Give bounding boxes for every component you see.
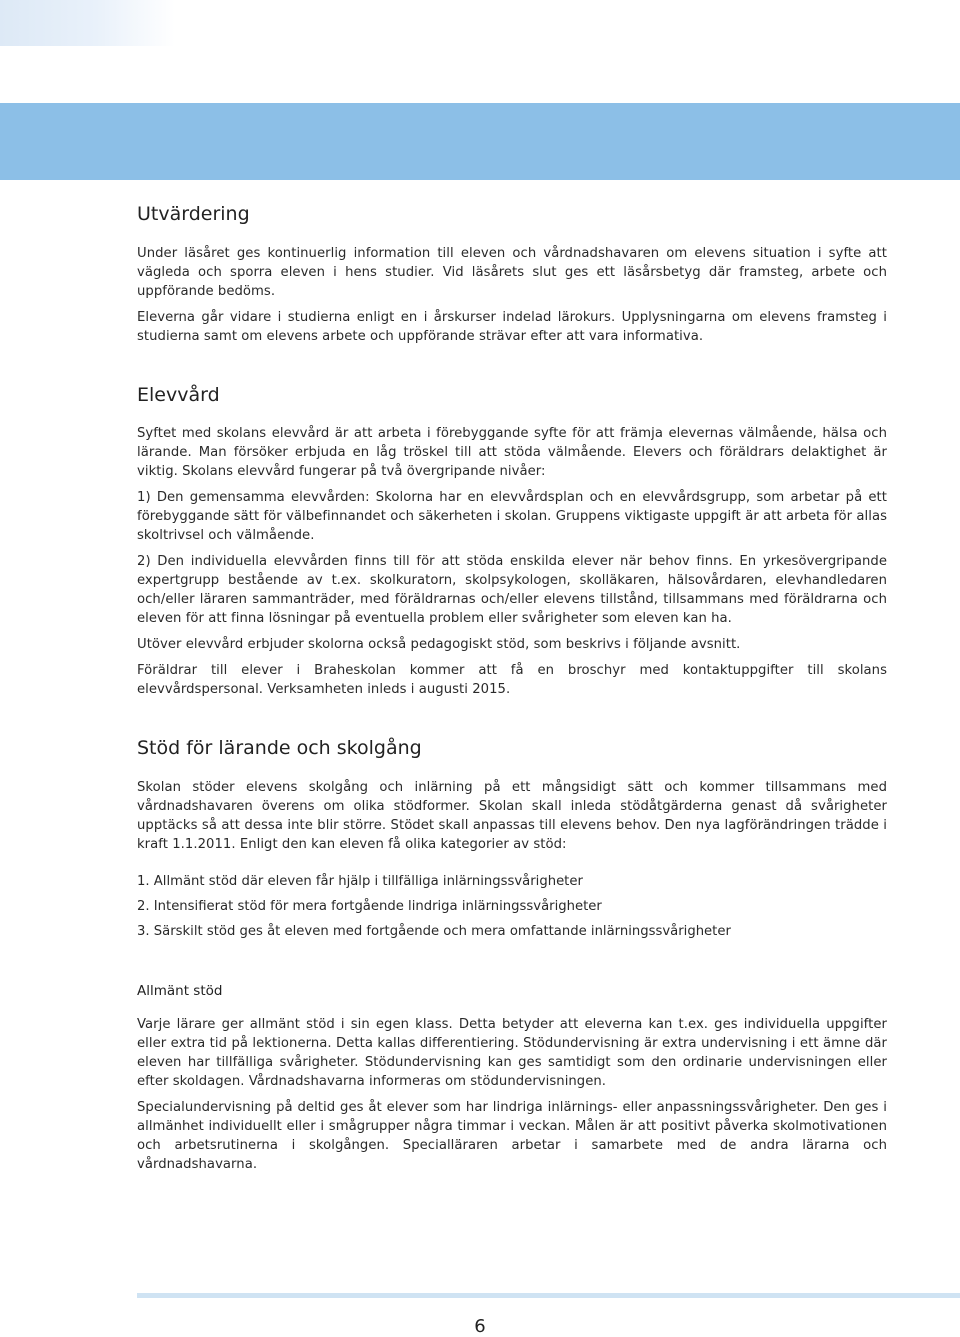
section-heading-elevvard: Elevvård <box>137 383 220 406</box>
paragraph: Föräldrar till elever i Braheskolan kommer att få en broschyr med kontaktuppgifter till skolans elevvårdspersonal. Verksamheten inleds i augusti 2015. <box>137 663 887 698</box>
paragraph: Utöver elevvård erbjuder skolorna också pedagogiskt stöd, som beskrivs i följande avsnitt. <box>137 637 741 653</box>
paragraph: Skolan stöder elevens skolgång och inlärning på ett mångsidigt sätt och kommer tillsammans med vårdnadshavaren överens om olika stödformer. Skolan skall inleda stödåtgärderna genast då svårigheter upptäcks så att dessa inte blir större. Stödet skall anpassas till elevens behov. Den nya lagförändringen trädde i kraft 1.1.2011. Enligt den kan eleven få olika kategorier av stöd: <box>137 780 887 853</box>
paragraph: Varje lärare ger allmänt stöd i sin egen klass. Detta betyder att eleverna kan t.ex. ges individuella uppgifter eller extra tid på lektionerna. Detta kallas differentiering. Stödundervisning är extra undervisning i ett ämne där eleven har tillfälliga svårigheter. Stödundervisning kan ges samtidigt som den ordinarie undervisningen eller efter skoldagen. Vårdnadshavarna informeras om stödundervisningen. <box>137 1017 887 1090</box>
paragraph: Under läsåret ges kontinuerlig information till eleven och vårdnadshavaren om elevens situation i syfte att vägleda och sporra eleven i hens studier. Vid läsårets slut ges ett läsårsbetyg där framsteg, arbete och uppförande bedöms. <box>137 245 887 299</box>
paragraph: 2) Den individuella elevvården finns till för att stöda enskilda elever när behov finns. En yrkesövergripande expertgrupp bestående av t.ex. skolkuratorn, skolpsykologen, skolläkaren, hälsovårdaren, elevhandledaren och/eller läraren sammanträder, med föräldrarnas och/eller elevens tillstånd, tillsammans med föräldrarna och eleven för att finna lösningar på eventuella problem eller svårigheter som eleven kan ha. <box>137 554 887 627</box>
support-category-list <box>137 872 887 941</box>
header-band <box>0 103 960 180</box>
footer-rule <box>137 1293 960 1298</box>
section-utvardering <box>137 202 887 346</box>
paragraph: 1) Den gemensamma elevvården: Skolorna har en elevvårdsplan och en elevvårdsgrupp, som arbetar på ett förebyggande sätt för välbefinnandet och säkerheten i skolan. Gruppens viktigaste uppgift är att arbeta för allas skoltrivsel och välmående. <box>137 490 887 544</box>
section-heading-stod: Stöd för lärande och skolgång <box>137 737 422 760</box>
section-heading-utvardering: Utvärdering <box>137 203 250 225</box>
subsection-heading-allmant-stod: Allmänt stöd <box>137 983 223 1000</box>
section-stod <box>137 736 887 941</box>
paragraph: Specialundervisning på deltid ges åt elever som har lindriga inlärnings- eller anpassningssvårigheter. Den ges i allmänhet individuellt eller i smågrupper några timmar i veckan. Målen är att positivt påverka skolmotivationen och arbetsrutinerna i skolgången. Specialläraren arbetar i samarbete med de andra lärarna och vårdnadshavarna. <box>137 1100 887 1173</box>
paragraph: Eleverna går vidare i studierna enligt en i årskurser indelad lärokurs. Upplysningarna om elevens framsteg i studierna samt om elevens arbete och uppförande strävar efter att vara informativa. <box>137 309 887 344</box>
list-item: 3. Särskilt stöd ges åt eleven med fortgående och mera omfattande inlärningssvårigheter <box>137 924 731 940</box>
list-item: 2. Intensifierat stöd för mera fortgående lindriga inlärningssvårigheter <box>137 899 602 915</box>
section-elevvard <box>137 383 887 700</box>
page-number: 6 <box>474 1316 486 1337</box>
list-item: 1. Allmänt stöd där eleven får hjälp i tillfälliga inlärningssvårigheter <box>137 874 583 890</box>
section-allmant-stod <box>137 983 887 1174</box>
page-content <box>137 202 887 1181</box>
paragraph: Syftet med skolans elevvård är att arbeta i förebyggande syfte för att främja elevernas välmående, hälsa och lärande. Man försöker erbjuda en låg tröskel till att stöda välmående. Elevers och föräldrars delaktighet är viktig. Skolans elevvård fungerar på två övergripande nivåer: <box>137 426 887 480</box>
corner-gradient-decoration <box>0 0 175 46</box>
